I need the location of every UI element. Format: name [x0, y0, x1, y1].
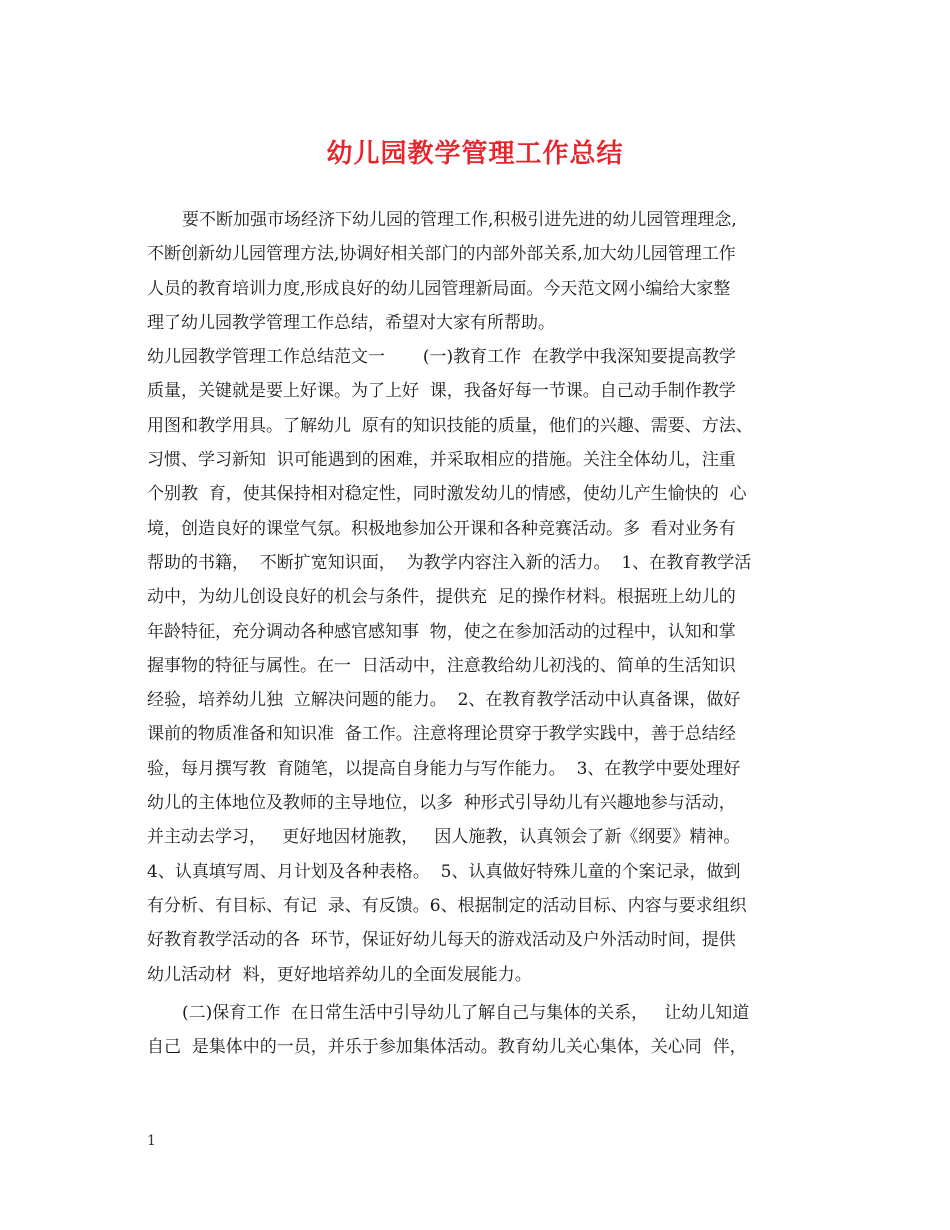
paragraph-line: 年龄特征，充分调动各种感官感知事 物，使之在参加活动的过程中，认知和掌 [147, 621, 736, 642]
paragraph-line: 幼儿园教学管理工作总结范文一 (一)教育工作 在教学中我深知要提高教学 [147, 347, 736, 368]
paragraph-line: 帮助的书籍， 不断扩宽知识面， 为教学内容注入新的活力。 1、在教育教学活 [147, 552, 752, 573]
paragraph-line: 幼儿的主体地位及教师的主导地位，以多 种形式引导幼儿有兴趣地参与活动， [147, 793, 736, 814]
paragraph-line: 境，创造良好的课堂气氛。积极地参加公开课和各种竞赛活动。多 看对业务有 [147, 518, 736, 539]
paragraph-line: 4、认真填写周、月计划及各种表格。 5、认真做好特殊儿童的个案记录，做到 [147, 861, 741, 882]
paragraph-line: 并主动去学习， 更好地因材施教， 因人施教，认真领会了新《纲要》精神。 [147, 827, 741, 848]
document-title: 幼儿园教学管理工作总结 [326, 139, 624, 169]
paragraph-line: 经验，培养幼儿独 立解决问题的能力。 2、在教育教学活动中认真备课，做好 [147, 690, 741, 711]
paragraph-line: 习惯、学习新知 识可能遇到的困难，并采取相应的措施。关注全体幼儿，注重 [147, 450, 736, 471]
paragraph-line: 课前的物质准备和知识准 备工作。注意将理论贯穿于教学实践中，善于总结经 [147, 724, 736, 745]
paragraph-line: 动中，为幼儿创设良好的机会与条件，提供充 足的操作材料。根据班上幼儿的 [147, 587, 736, 608]
paragraph-line: 人员的教育培训力度,形成良好的幼儿园管理新局面。今天范文网小编给大家整 [147, 278, 731, 299]
paragraph-line: 自己 是集体中的一员，并乐于参加集体活动。教育幼儿关心集体，关心同 伴， [147, 1037, 747, 1058]
document-body [147, 203, 803, 1064]
paragraph-line: 要不断加强市场经济下幼儿园的管理工作,积极引进先进的幼儿园管理理念, [182, 210, 737, 230]
paragraph-line: 幼儿活动材 料，更好地培养幼儿的全面发展能力。 [147, 964, 532, 985]
paragraph-line: 验，每月撰写教 育随笔，以提高自身能力与写作能力。 3、在教学中要处理好 [147, 758, 741, 779]
paragraph-line: 质量，关键就是要上好课。为了上好 课，我备好每一节课。自己动手制作教学 [147, 381, 736, 402]
paragraph-line: 理了幼儿园教学管理工作总结，希望对大家有所帮助。 [147, 312, 555, 333]
paragraph-line: 好教育教学活动的各 环节，保证好幼儿每天的游戏活动及户外活动时间，提供 [147, 930, 736, 951]
paragraph-line: 用图和教学用具。了解幼儿 原有的知识技能的质量，他们的兴趣、需要、方法、 [147, 415, 753, 436]
page-number: 1 [147, 1133, 156, 1149]
paragraph-line: 握事物的特征与属性。在一 日活动中，注意教给幼儿初浅的、简单的生活知识 [147, 655, 736, 676]
paragraph-line: 不断创新幼儿园管理方法,协调好相关部门的内部外部关系,加大幼儿园管理工作 [147, 244, 736, 265]
paragraph-line: 有分析、有目标、有记 录、有反馈。6、根据制定的活动目标、内容与要求组织 [147, 895, 747, 916]
paragraph-line: (二)保育工作 在日常生活中引导幼儿了解自己与集体的关系， 让幼儿知道 [182, 1002, 750, 1023]
paragraph-line: 个别教 育，使其保持相对稳定性，同时激发幼儿的情感，使幼儿产生愉快的 心 [147, 484, 747, 505]
